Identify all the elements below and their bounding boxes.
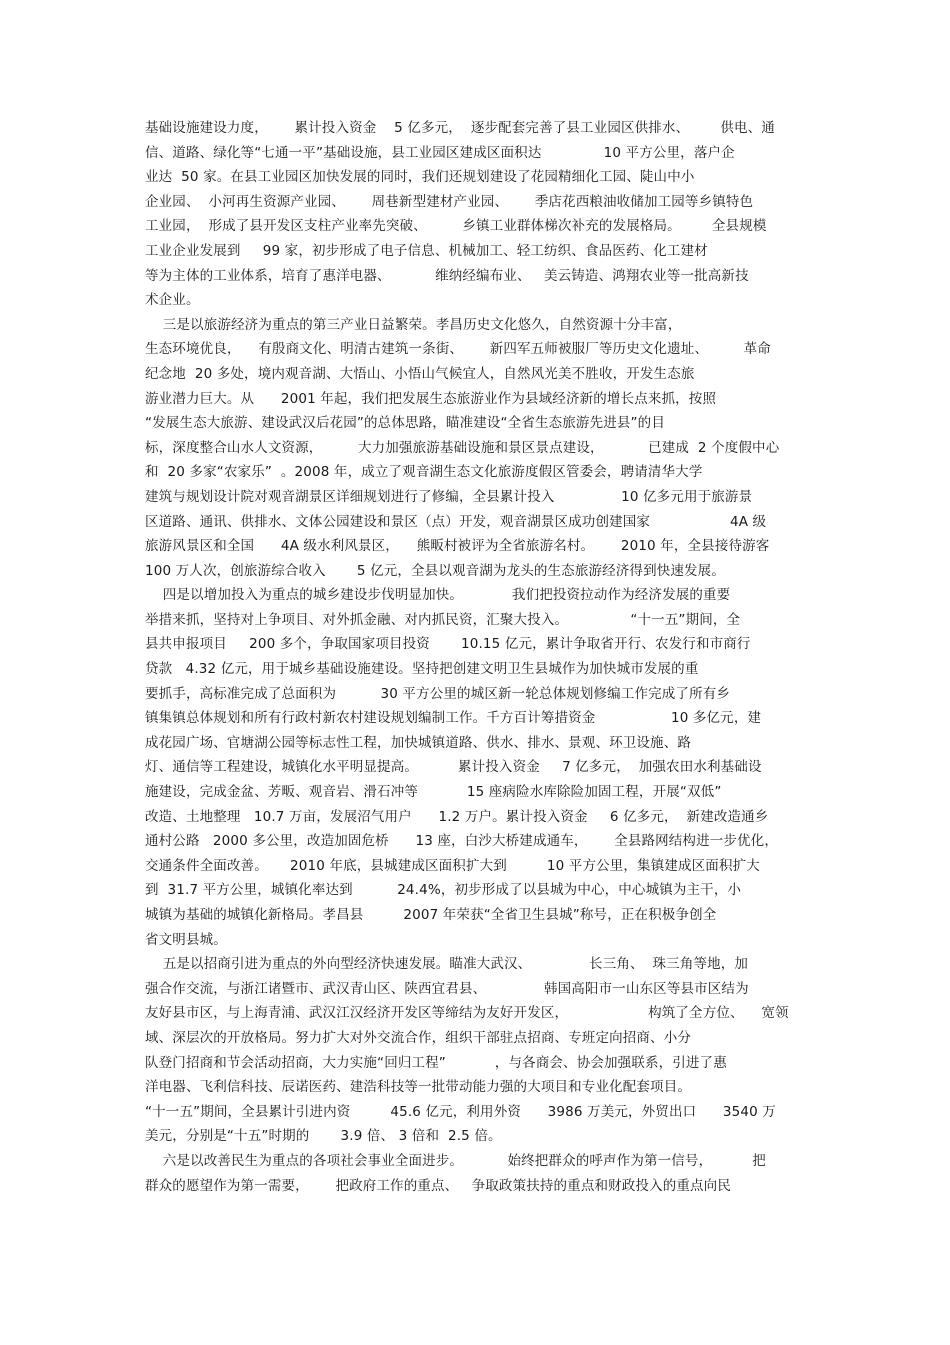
text-line: 纪念地 20 多处，境内观音湖、大悟山、小悟山气候宜人，自然风光美不胜收，开发生态旅 [145, 365, 695, 382]
text-line: 灯、通信等工程建设，城镇化水平明显提高。 累计投入资金 7 亿多元， 加强农田水利基础设 [145, 759, 762, 776]
text-line: 工业园， 形成了县开发区支柱产业率先突破、 乡镇工业群体梯次补充的发展格局。 全县规模 [145, 218, 767, 235]
text-line: 城镇为基础的城镇化新格局。孝昌县 2007 年荣获“全省卫生县城”称号，正在积极争创全 [145, 907, 717, 923]
body-text [145, 116, 815, 1198]
text-line: 施建设，完成金盆、芳畈、观音岩、滑石冲等 15 座病险水库除险加固工程，开展“双低” [145, 784, 722, 801]
text-line: 要抓手，高标准完成了总面积为 30 平方公里的城区新一轮总体规划修编工作完成了所有乡 [145, 685, 731, 702]
paragraph-start-line: 四是以增加投入为重点的城乡建设步伐明显加快。 我们把投资拉动作为经济发展的重要 [145, 587, 731, 604]
text-line: 游业潜力巨大。从 2001 年起，我们把发展生态旅游业作为县域经济新的增长点来抓，按照 [145, 390, 717, 407]
text-line: 贷款 4.32 亿元，用于城乡基础设施建设。坚持把创建文明卫生县城作为加快城市发展的重 [145, 661, 699, 678]
text-line: 举措来抓，坚持对上争项目、对外抓金融、对内抓民资，汇聚大投入。 “十一五”期间，全 [145, 611, 741, 628]
text-line: 100 万人次，创旅游综合收入 5 亿元，全县以观音湖为龙头的生态旅游经济得到快速发展。 [145, 562, 725, 579]
text-line: 美元，分别是“十五”时期的 3.9 倍、 3 倍和 2.5 倍。 [145, 1128, 502, 1145]
text-line: 基础设施建设力度， 累计投入资金 5 亿多元， 逐步配套完善了县工业园区供排水、 供电、通 [145, 120, 775, 136]
text-line: 成花园广场、官塘湖公园等标志性工程，加快城镇道路、供水、排水、景观、环卫设施、路 [145, 734, 691, 751]
text-line: 到 31.7 平方公里，城镇化率达到 24.4%，初步形成了以县城为中心，中心城镇为主干，小 [145, 882, 742, 899]
text-line: 群众的愿望作为第一需要， 把政府工作的重点、 争取政策扶持的重点和财政投入的重点向民 [145, 1177, 731, 1194]
text-line: 区道路、通讯、供排水、文体公园建设和景区（点）开发，观音湖景区成功创建国家 4A 级 [145, 513, 767, 530]
text-line: 友好县市区，与上海青浦、武汉江汉经济开发区等缔结为友好开发区， 构筑了全方位、 宽领 [145, 1005, 789, 1022]
text-line: 县共申报项目 200 多个，争取国家项目投资 10.15 亿元，累计争取省开行、农发行和市商行 [145, 636, 751, 653]
text-line: 旅游风景区和全国 4A 级水利风景区， 熊畈村被评为全省旅游名村。 2010 年，全县接待游客 [145, 538, 770, 555]
text-line: 镇集镇总体规划和所有行政村新农村建设规划编制工作。千方百计筹措资金 10 多亿元，建 [145, 710, 762, 727]
text-line: “发展生态大旅游、建设武汉后花园”的总体思路，瞄准建设“全省生态旅游先进县”的目 [145, 415, 665, 432]
text-line: 域、深层次的开放格局。努力扩大对外交流合作，组织干部驻点招商、专班定向招商、小分 [145, 1029, 691, 1046]
text-line: 工业企业发展到 99 家，初步形成了电子信息、机械加工、轻工纺织、食品医药、化工建材 [145, 242, 708, 259]
text-line: 省文明县城。 [145, 931, 227, 948]
text-line: 和 20 多家“农家乐” 。2008 年，成立了观音湖生态文化旅游度假区管委会，聘请清华大学 [145, 464, 703, 481]
paragraph-start-line: 五是以招商引进为重点的外向型经济快速发展。瞄准大武汉、 长三角、 珠三角等地，加 [145, 956, 749, 973]
text-line: 术企业。 [145, 292, 200, 309]
text-line: 队登门招商和节会活动招商，大力实施“回归工程” ，与各商会、协会加强联系，引进了惠 [145, 1054, 727, 1071]
paragraph-start-line: 六是以改善民生为重点的各项社会事业全面进步。 始终把群众的呼声作为第一信号， 把 [145, 1152, 766, 1169]
text-line: 生态环境优良， 有殷商文化、明清古建筑一条街、 新四军五师被服厂等历史文化遗址、 革命 [145, 341, 771, 358]
text-line: 强合作交流，与浙江诸暨市、武汉青山区、陕西宜君县、 韩国高阳市一山东区等县市区结为 [145, 980, 749, 997]
text-line: 通村公路 2000 多公里，改造加固危桥 13 座，白沙大桥建成通车， 全县路网结构进一步优化， [145, 833, 778, 850]
text-line: 等为主体的工业体系，培育了惠洋电器、 维纳经编布业、 美云铸造、鸿翔农业等一批高新技 [145, 267, 749, 284]
paragraph-start-line: 三是以旅游经济为重点的第三产业日益繁荣。孝昌历史文化悠久，自然资源十分丰富， [145, 316, 682, 333]
text-line: 交通条件全面改善。 2010 年底，县城建成区面积扩大到 10 平方公里，集镇建成区面积扩大 [145, 857, 760, 874]
text-line: 标，深度整合山水人文资源， 大力加强旅游基础设施和景区景点建设， 已建成 2 个度假中心 [145, 439, 780, 456]
text-line: 洋电器、飞利信科技、辰诺医药、建浩科技等一批带动能力强的大项目和专业化配套项目。 [145, 1079, 691, 1096]
text-line: 改造、土地整理 10.7 万亩，发展沼气用户 1.2 万户。累计投入资金 6 亿多元， 新建改造通乡 [145, 808, 769, 825]
text-line: 建筑与规划设计院对观音湖景区详细规划进行了修编，全县累计投入 10 亿多元用于旅游景 [145, 488, 753, 505]
text-line: 信、道路、绿化等“七通一平”基础设施，县工业园区建成区面积达 10 平方公里，落户企 [145, 144, 735, 161]
text-line: “十一五”期间，全县累计引进内资 45.6 亿元，利用外资 3986 万美元，外贸出口 3540 万 [145, 1103, 776, 1120]
text-line: 业达 50 家。在县工业园区加快发展的同时，我们还规划建设了花园精细化工园、陡山中小 [145, 169, 695, 186]
text-line: 企业园、 小河再生资源产业园、 周巷新型建材产业园、 季店花西粮油收储加工园等乡镇特色 [145, 193, 754, 210]
